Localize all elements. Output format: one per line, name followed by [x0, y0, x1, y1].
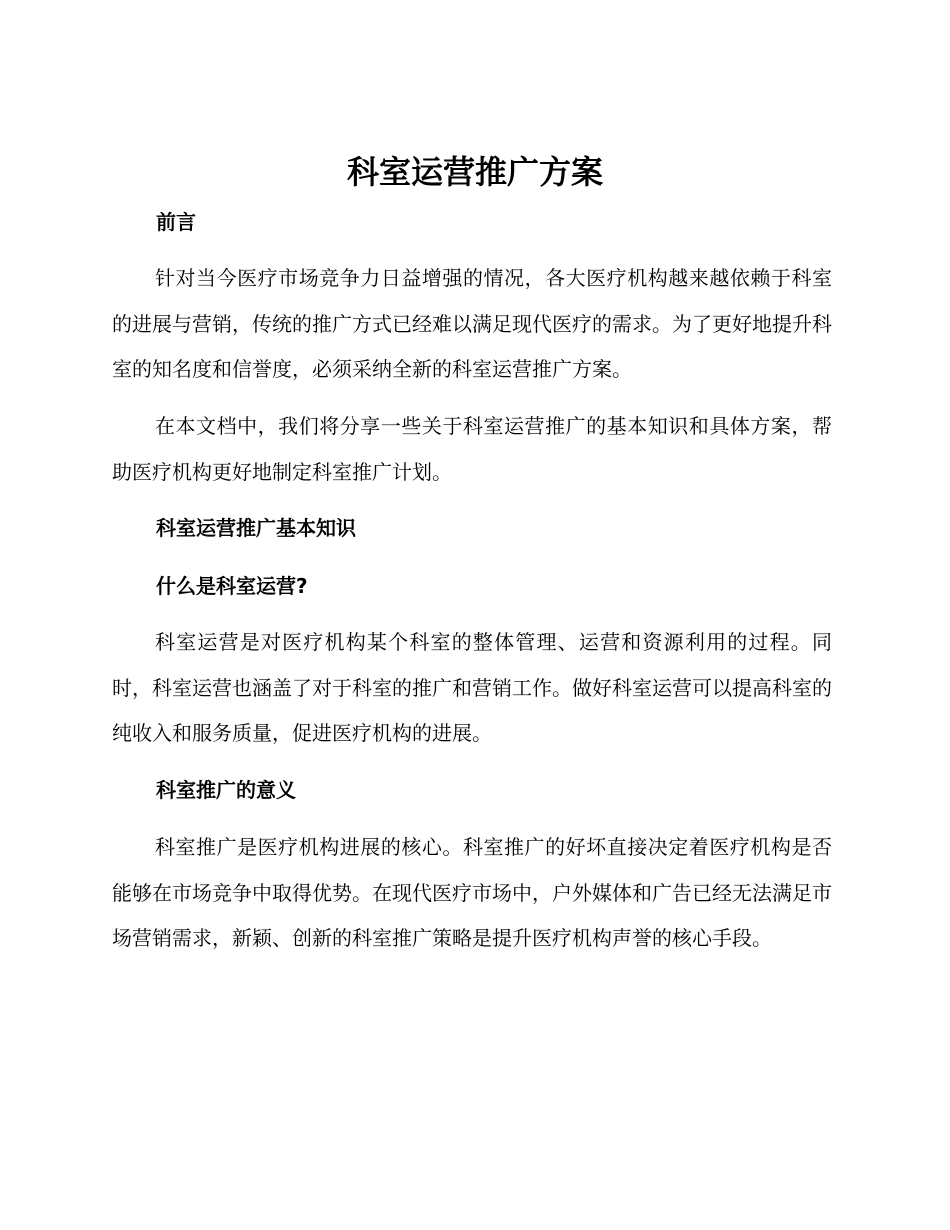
- promotion-meaning-paragraph: 科室推广是医疗机构进展的核心。科室推广的好坏直接决定着医疗机构是否能够在市场竞争中取得优势。在现代医疗市场中，户外媒体和广告已经无法满足市场营销需求，新颖、创新的科室推广策略是提升医疗机构声誉的核心手段。: [112, 835, 832, 950]
- what-is-operation-paragraph: 科室运营是对医疗机构某个科室的整体管理、运营和资源利用的过程。同时，科室运营也涵盖了对于科室的推广和营销工作。做好科室运营可以提高科室的纯收入和服务质量，促进医疗机构的进展。: [112, 630, 832, 745]
- what-is-operation-heading: 什么是科室运营?: [156, 574, 308, 598]
- preface-paragraph-2: 在本文档中，我们将分享一些关于科室运营推广的基本知识和具体方案，帮助医疗机构更好地制定科室推广计划。: [112, 414, 832, 484]
- promotion-meaning-heading: 科室推广的意义: [156, 778, 296, 802]
- preface-paragraph-1: 针对当今医疗市场竞争力日益增强的情况，各大医疗机构越来越依赖于科室的进展与营销，传统的推广方式已经难以满足现代医疗的需求。为了更好地提升科室的知名度和信誉度，必须采纳全新的科室运营推广方案。: [112, 266, 832, 381]
- document-title: 科室运营推广方案: [346, 153, 603, 191]
- preface-heading: 前言: [156, 210, 196, 234]
- basics-heading: 科室运营推广基本知识: [156, 516, 356, 540]
